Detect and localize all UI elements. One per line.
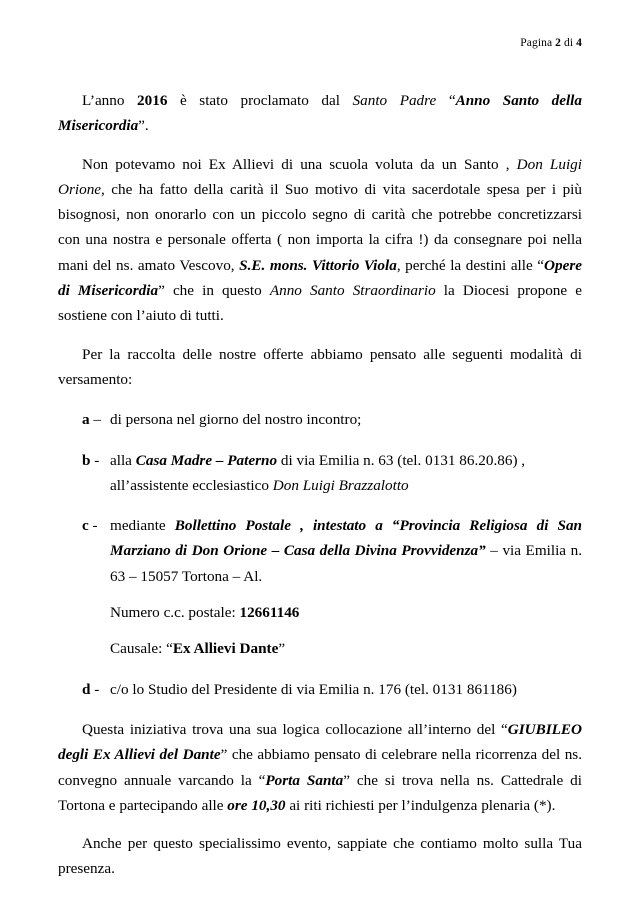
- list-c-seg3: – via Emilia n. 63 – 15057 Tortona – Al.: [110, 542, 582, 585]
- conto-corrente-line: [58, 600, 582, 625]
- list-b-seg1: alla: [110, 451, 136, 469]
- p1-seg5: “: [436, 92, 456, 109]
- p2-opere-di-misericordia: Opere di Misericordia: [58, 256, 583, 300]
- p1-seg7: ”.: [138, 117, 149, 135]
- list-item: [58, 448, 582, 499]
- p1-santo-padre: Santo Padre: [352, 92, 437, 109]
- spacer: [58, 392, 582, 407]
- list-letter-c: c: [82, 517, 89, 535]
- list-c-seg1: mediante: [110, 517, 175, 535]
- list-letter-b: b: [82, 451, 91, 469]
- p1-year: 2016: [137, 92, 168, 109]
- spacer: [58, 625, 582, 636]
- causale-value: Ex Allievi Dante: [172, 640, 279, 658]
- list-dash-a: –: [89, 411, 105, 429]
- paragraph-giubileo: [58, 717, 582, 818]
- p2-anno-santo-straordinario: Anno Santo Straordinario: [269, 282, 436, 300]
- list-letter-a: a: [82, 411, 90, 429]
- list-b-seg3: di via Emilia n. 63 (tel. 0131 86.20.86) , all’assistente ecclesiastico: [110, 451, 526, 494]
- spacer: [58, 818, 582, 831]
- list-marker-d: [82, 677, 103, 702]
- list-d-text: c/o lo Studio del Presidente di via Emilia n. 176 (tel. 0131 861186): [110, 680, 517, 698]
- list-marker-b: [82, 448, 103, 473]
- p2-seg5: , perché la destini alle “: [396, 256, 545, 274]
- p4-giubileo-title: GIUBILEO degli Ex Allievi del Dante: [58, 720, 582, 764]
- p1-title-anno-santo-misericordia: Anno Santo della Misericordia: [58, 92, 582, 135]
- p4-seg5: ” che si trova nella ns. Cattedrale di Tortona e partecipando alle: [58, 771, 583, 814]
- page-header: [58, 36, 582, 50]
- p2-seg7: ” che in questo: [158, 282, 270, 300]
- list-dash-c: -: [88, 517, 102, 535]
- p4-seg7: ai riti richiesti per l’indulgenza plenaria (*).: [285, 796, 556, 814]
- list-b-casa-madre-paterno: Casa Madre – Paterno: [135, 451, 278, 469]
- spacer: [58, 589, 582, 600]
- paragraph-ex-allievi: [58, 152, 582, 329]
- list-item: [58, 513, 582, 589]
- spacer: [58, 329, 582, 342]
- list-dash-d: -: [90, 680, 104, 698]
- header-prefix: Pagina: [520, 37, 556, 49]
- list-b-don-luigi-brazzalotto: Don Luigi Brazzalotto: [272, 476, 409, 494]
- document-body: [58, 88, 582, 882]
- p2-seg9: la Diocesi propone e sostiene con l’aiuto di tutti.: [58, 282, 582, 325]
- causale-label: Causale: “: [110, 640, 173, 658]
- spacer: [58, 702, 582, 717]
- header-page-number: 2: [555, 37, 562, 49]
- spacer: [58, 433, 582, 448]
- paragraph-presenza: Anche per questo specialissimo evento, sappiate che contiamo molto sulla Tua presenza.: [58, 835, 582, 878]
- spacer: [58, 139, 582, 152]
- paragraph-modalita-versamento: Per la raccolta delle nostre offerte abbiamo pensato alle seguenti modalità di versamento:: [58, 345, 582, 388]
- paragraph-anno-santo: [58, 88, 582, 139]
- p1-seg1: L’anno: [82, 92, 138, 109]
- cc-label: Numero c.c. postale:: [110, 604, 240, 622]
- list-marker-a: [82, 407, 105, 432]
- causale-line: [58, 636, 582, 661]
- p4-porta-santa: Porta Santa: [265, 771, 344, 789]
- list-marker-c: [82, 513, 101, 538]
- p1-seg3: è stato proclamato dal: [167, 92, 353, 109]
- cc-number: 12661146: [239, 604, 300, 622]
- p4-seg3: ” che abbiamo pensato di celebrare nella ricorrenza del ns. convegno annuale varcando la “: [58, 746, 582, 789]
- list-letter-d: d: [82, 680, 91, 698]
- header-total-pages: 4: [576, 37, 582, 49]
- list-c-bollettino-postale-intestatario: Bollettino Postale , intestato a “Provincia Religiosa di San Marziano di Don Orione – Casa della Divina Provvidenza”: [110, 517, 582, 560]
- list-dash-b: -: [90, 451, 104, 469]
- list-a-text: di persona nel giorno del nostro incontro;: [110, 411, 362, 429]
- header-separator: di: [561, 37, 577, 49]
- list-item: [58, 677, 582, 702]
- p2-seg1: Non potevamo noi Ex Allievi di una scuola voluta da un Santo ,: [82, 155, 517, 173]
- p2-don-luigi-orione: Don Luigi Orione: [58, 155, 582, 198]
- list-item: [58, 407, 582, 432]
- p2-seg3: , che ha fatto della carità il Suo motivo di vita sacerdotale spesa per i più bisognosi, non onorarlo con un piccolo segno di carità che potrebbe concretizzarsi con una nostra e personale offerta ( non importa la cifra !) da consegnare poi nella mani del ns. amato Vescovo,: [58, 180, 582, 274]
- p2-vescovo-name: S.E. mons. Vittorio Viola: [239, 256, 397, 274]
- spacer: [58, 498, 582, 513]
- causale-close-quote: ”: [278, 640, 286, 658]
- p4-seg1: Questa iniziativa trova una sua logica collocazione all’interno del “: [82, 720, 508, 738]
- p4-orario: ore 10,30: [227, 796, 286, 814]
- spacer: [58, 662, 582, 677]
